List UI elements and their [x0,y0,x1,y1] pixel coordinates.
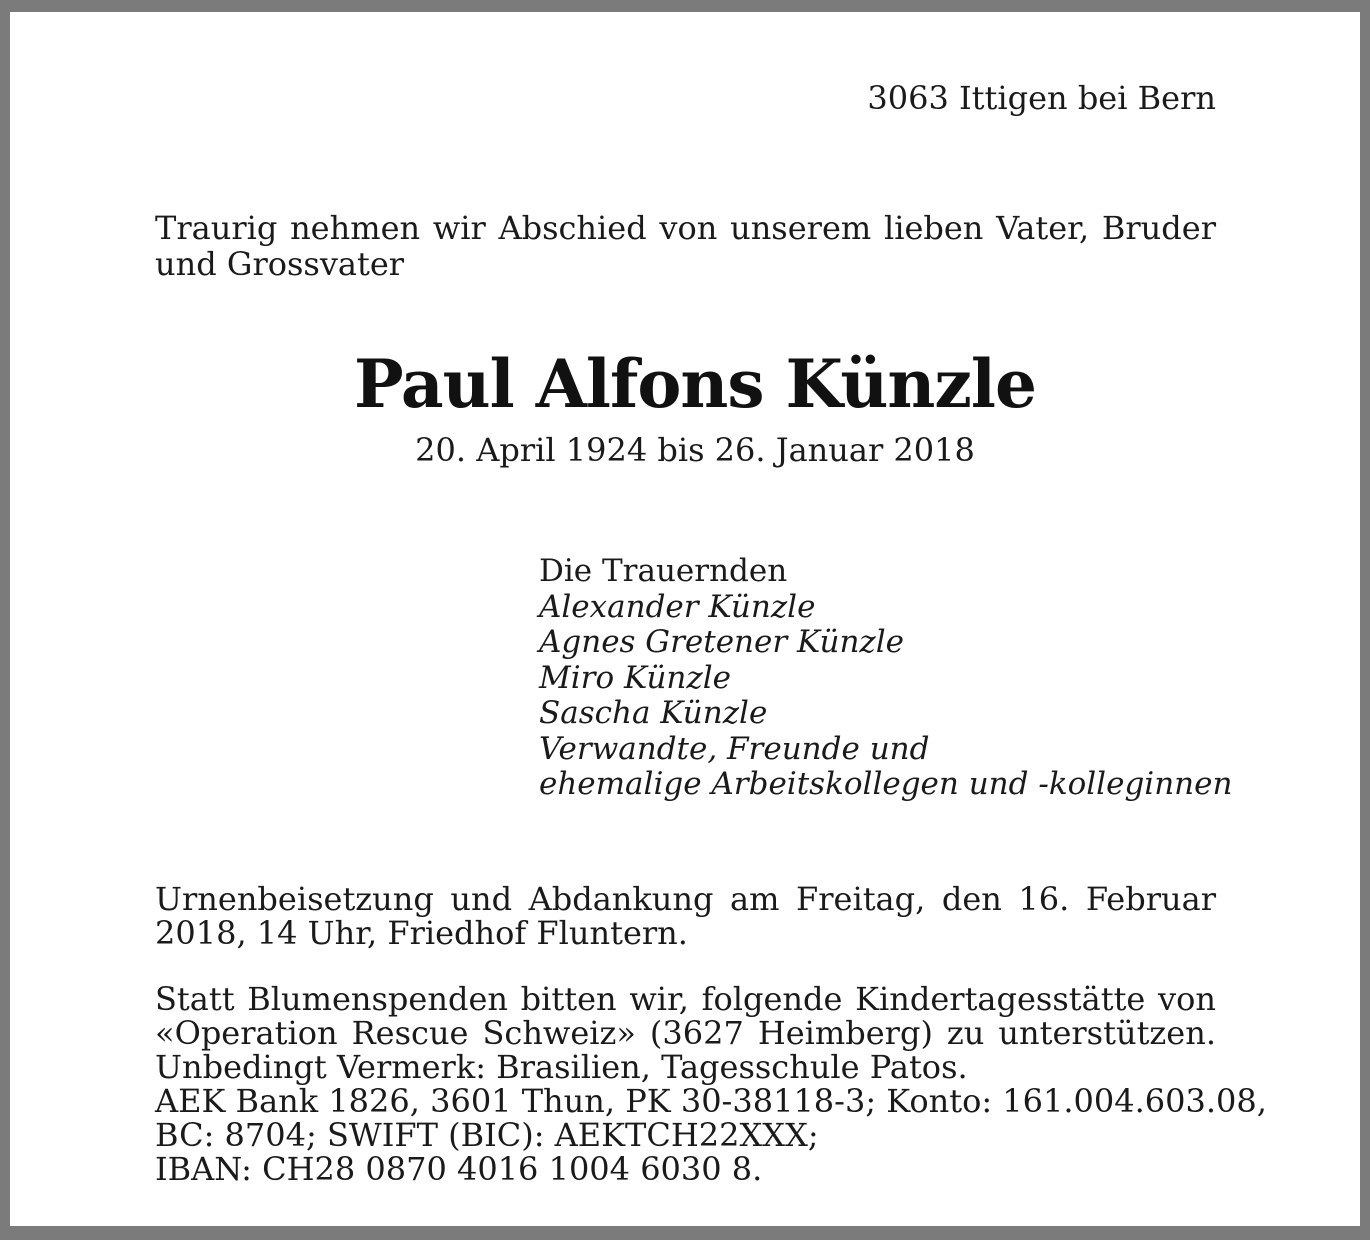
donation-line: BC: 8704; SWIFT (BIC): AEKTCH22XXX; [155,1116,819,1154]
donation-line: IBAN: CH28 0870 4016 1004 6030 8. [155,1150,763,1188]
donation-line: Statt Blumenspenden bitten wir, folgende Kindertagesstätte von [155,980,1216,1018]
location-text: 3063 Ittigen bei Bern [867,79,1216,117]
burial-notice: Urnenbeisetzung und Abdankung am Freitag, den 16. Februar 2018, 14 Uhr, Friedhof Fluntern. [155,880,1216,952]
mourner-name: Agnes Gretener Künzle [539,624,905,660]
mourners-heading: Die Trauernden [539,553,788,589]
life-dates: 20. April 1924 bis 26. Januar 2018 [415,431,975,469]
obituary-page [10,12,1360,1226]
intro-text: Traurig nehmen wir Abschied von unserem lieben Vater, Bruder und Grossvater [155,209,1216,283]
donation-line: AEK Bank 1826, 3601 Thun, PK 30-38118-3; Konto: 161.004.603.08, [155,1082,1267,1120]
donation-notice [155,980,1267,1188]
donation-line: «Operation Rescue Schweiz» (3627 Heimberg) zu unterstützen. [155,1014,1216,1052]
mourner-name: Alexander Künzle [539,588,816,625]
mourner-name: Verwandte, Freunde und [539,730,930,767]
mourner-name: Miro Künzle [539,659,731,696]
mourner-name: Sascha Künzle [539,695,768,731]
donation-line: Unbedingt Vermerk: Brasilien, Tagesschule Patos. [155,1048,968,1086]
mourners-block [539,554,1232,803]
deceased-name: Paul Alfons Künzle [354,345,1036,423]
mourner-name: ehemalige Arbeitskollegen und -kolleginnen [539,766,1233,802]
